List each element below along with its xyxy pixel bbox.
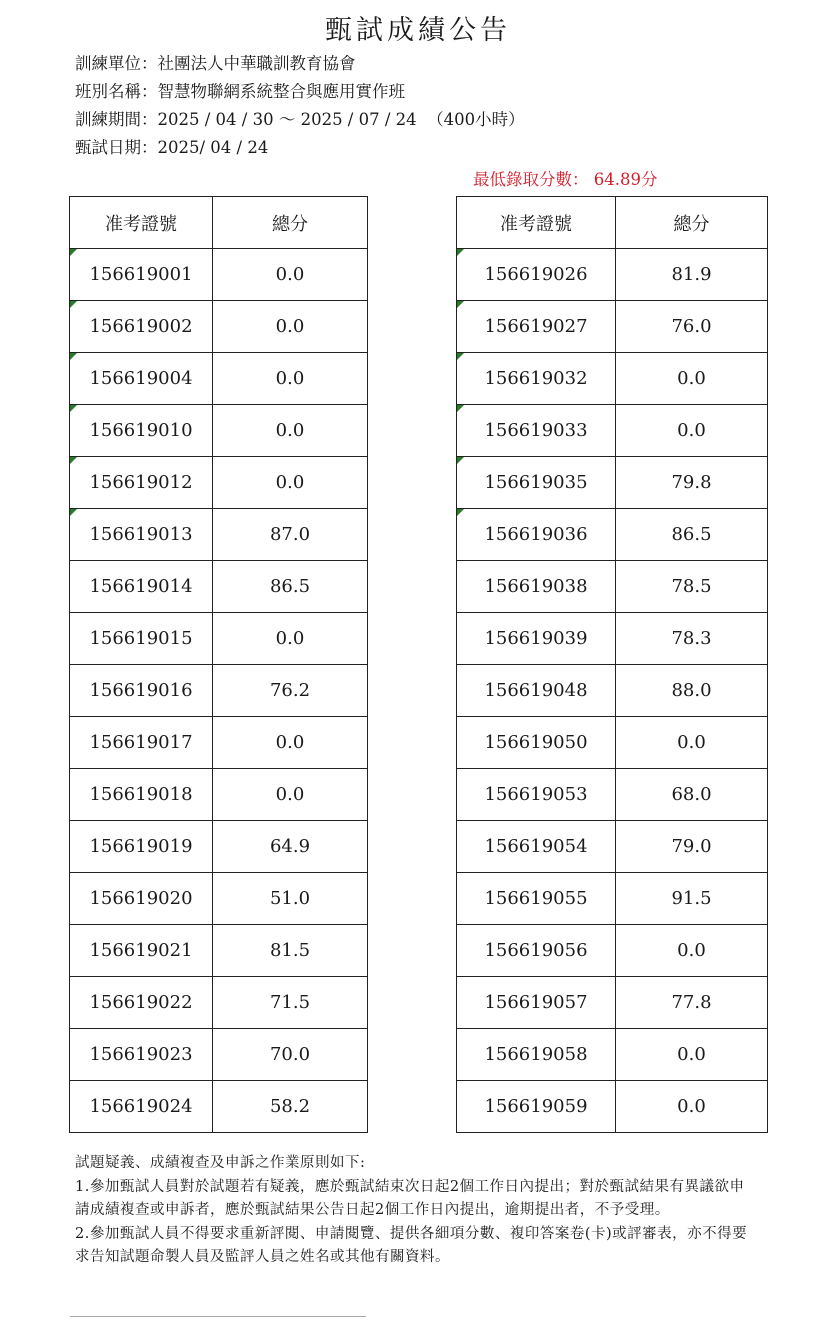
exam-id-cell: 156619002 <box>70 301 213 353</box>
total-score-cell: 79.8 <box>616 457 768 509</box>
exam-id-cell: 156619023 <box>70 1029 213 1081</box>
table-row <box>70 561 368 613</box>
total-score-cell: 71.5 <box>213 977 368 1029</box>
table-row <box>70 405 368 457</box>
min-score-value: 64.89分 <box>593 170 658 189</box>
table-row <box>457 509 768 561</box>
total-score-cell: 51.0 <box>213 873 368 925</box>
total-score-cell: 0.0 <box>616 353 768 405</box>
table-row <box>70 977 368 1029</box>
table-row <box>70 457 368 509</box>
table-header-row <box>457 197 768 249</box>
total-score-cell: 0.0 <box>616 1081 768 1133</box>
page-title: 甄試成績公告 <box>325 15 511 46</box>
exam-id-cell: 156619022 <box>70 977 213 1029</box>
total-score-cell: 0.0 <box>213 769 368 821</box>
exam-id-cell: 156619059 <box>457 1081 616 1133</box>
table-row <box>457 249 768 301</box>
total-score-cell: 70.0 <box>213 1029 368 1081</box>
exam-id-cell: 156619058 <box>457 1029 616 1081</box>
class-name-label: 班別名稱： <box>75 82 158 101</box>
exam-date-value: 2025/ 04 / 24 <box>157 138 269 157</box>
exam-id-cell: 156619055 <box>457 873 616 925</box>
total-score-cell: 81.5 <box>213 925 368 977</box>
total-score-cell: 91.5 <box>616 873 768 925</box>
exam-id-cell: 156619015 <box>70 613 213 665</box>
total-score-cell: 0.0 <box>616 925 768 977</box>
table-row <box>70 1081 368 1133</box>
exam-id-cell: 156619053 <box>457 769 616 821</box>
table-row <box>457 821 768 873</box>
exam-id-cell: 156619036 <box>457 509 616 561</box>
training-org-label: 訓練單位： <box>75 54 158 73</box>
exam-id-cell: 156619035 <box>457 457 616 509</box>
scores-table-right <box>456 196 768 1133</box>
total-score-cell: 64.9 <box>213 821 368 873</box>
exam-id-cell: 156619054 <box>457 821 616 873</box>
exam-id-cell: 156619048 <box>457 665 616 717</box>
total-score-cell: 78.5 <box>616 561 768 613</box>
table-row <box>457 873 768 925</box>
rule-item: 1.參加甄試人員對於試題若有疑義，應於甄試結束次日起2個工作日內提出；對於甄試結果有異議欲申請成績複查或申訴者，應於甄試結果公告日起2個工作日內提出，逾期提出者，不予受理。 <box>75 1178 745 1218</box>
footer-divider <box>70 1316 366 1317</box>
table-row <box>457 613 768 665</box>
table-row <box>457 717 768 769</box>
exam-id-cell: 156619056 <box>457 925 616 977</box>
min-admission-score <box>473 166 658 190</box>
exam-id-cell: 156619017 <box>70 717 213 769</box>
exam-id-cell: 156619004 <box>70 353 213 405</box>
exam-date-line <box>75 134 268 158</box>
exam-id-cell: 156619012 <box>70 457 213 509</box>
total-score-cell: 87.0 <box>213 509 368 561</box>
exam-id-cell: 156619021 <box>70 925 213 977</box>
table-row <box>457 977 768 1029</box>
exam-id-cell: 156619057 <box>457 977 616 1029</box>
total-score-cell: 76.2 <box>213 665 368 717</box>
table-row <box>457 769 768 821</box>
exam-id-cell: 156619026 <box>457 249 616 301</box>
total-score-cell: 76.0 <box>616 301 768 353</box>
exam-id-cell: 156619013 <box>70 509 213 561</box>
total-score-cell: 0.0 <box>213 613 368 665</box>
total-score-cell: 68.0 <box>616 769 768 821</box>
total-score-cell: 0.0 <box>213 457 368 509</box>
header-exam-id: 准考證號 <box>70 197 213 249</box>
training-period-value: 2025 / 04 / 30 ～ 2025 / 07 / 24 （400小時） <box>157 110 525 129</box>
table-row <box>457 1029 768 1081</box>
total-score-cell: 0.0 <box>616 1029 768 1081</box>
class-name-value: 智慧物聯網系統整合與應用實作班 <box>157 82 405 101</box>
table-row <box>457 353 768 405</box>
table-row <box>70 665 368 717</box>
total-score-cell: 88.0 <box>616 665 768 717</box>
total-score-cell: 79.0 <box>616 821 768 873</box>
table-row <box>70 1029 368 1081</box>
total-score-cell: 86.5 <box>213 561 368 613</box>
rule-item: 2.參加甄試人員不得要求重新評閱、申請閱覽、提供各細項分數、複印答案卷(卡)或評審表，亦不得要求告知試題命製人員及監評人員之姓名或其他有關資料。 <box>75 1225 748 1265</box>
header-total-score: 總分 <box>616 197 768 249</box>
exam-id-cell: 156619024 <box>70 1081 213 1133</box>
total-score-cell: 0.0 <box>213 249 368 301</box>
table-row <box>457 665 768 717</box>
table-row <box>457 457 768 509</box>
exam-id-cell: 156619050 <box>457 717 616 769</box>
scores-table-left <box>69 196 368 1133</box>
exam-date-label: 甄試日期： <box>75 138 158 157</box>
exam-id-cell: 156619001 <box>70 249 213 301</box>
training-period-line <box>75 106 525 130</box>
training-period-label: 訓練期間： <box>75 110 158 129</box>
min-score-label: 最低錄取分數： <box>473 170 589 189</box>
training-org-value: 社團法人中華職訓教育協會 <box>157 54 356 73</box>
exam-id-cell: 156619018 <box>70 769 213 821</box>
exam-id-cell: 156619010 <box>70 405 213 457</box>
table-row <box>457 1081 768 1133</box>
exam-id-cell: 156619033 <box>457 405 616 457</box>
total-score-cell: 0.0 <box>213 717 368 769</box>
exam-id-cell: 156619038 <box>457 561 616 613</box>
exam-id-cell: 156619020 <box>70 873 213 925</box>
total-score-cell: 0.0 <box>213 353 368 405</box>
table-row <box>70 925 368 977</box>
table-row <box>70 353 368 405</box>
table-row <box>70 873 368 925</box>
table-row <box>70 717 368 769</box>
table-row <box>70 821 368 873</box>
rules-heading: 試題疑義、成績複查及申訴之作業原則如下: <box>75 1155 366 1171</box>
total-score-cell: 0.0 <box>616 717 768 769</box>
total-score-cell: 0.0 <box>616 405 768 457</box>
table-row <box>457 405 768 457</box>
table-row <box>70 301 368 353</box>
header-exam-id: 准考證號 <box>457 197 616 249</box>
training-org-line <box>75 50 356 74</box>
exam-id-cell: 156619027 <box>457 301 616 353</box>
table-row <box>70 509 368 561</box>
appeal-rules <box>75 1152 755 1270</box>
header-total-score: 總分 <box>213 197 368 249</box>
total-score-cell: 81.9 <box>616 249 768 301</box>
total-score-cell: 58.2 <box>213 1081 368 1133</box>
table-row <box>457 301 768 353</box>
total-score-cell: 78.3 <box>616 613 768 665</box>
table-row <box>70 769 368 821</box>
exam-id-cell: 156619032 <box>457 353 616 405</box>
exam-id-cell: 156619019 <box>70 821 213 873</box>
table-row <box>70 249 368 301</box>
exam-id-cell: 156619014 <box>70 561 213 613</box>
total-score-cell: 0.0 <box>213 301 368 353</box>
total-score-cell: 86.5 <box>616 509 768 561</box>
table-row <box>70 613 368 665</box>
exam-id-cell: 156619016 <box>70 665 213 717</box>
table-row <box>457 925 768 977</box>
exam-id-cell: 156619039 <box>457 613 616 665</box>
table-row <box>457 561 768 613</box>
total-score-cell: 0.0 <box>213 405 368 457</box>
table-header-row <box>70 197 368 249</box>
total-score-cell: 77.8 <box>616 977 768 1029</box>
class-name-line <box>75 78 405 102</box>
